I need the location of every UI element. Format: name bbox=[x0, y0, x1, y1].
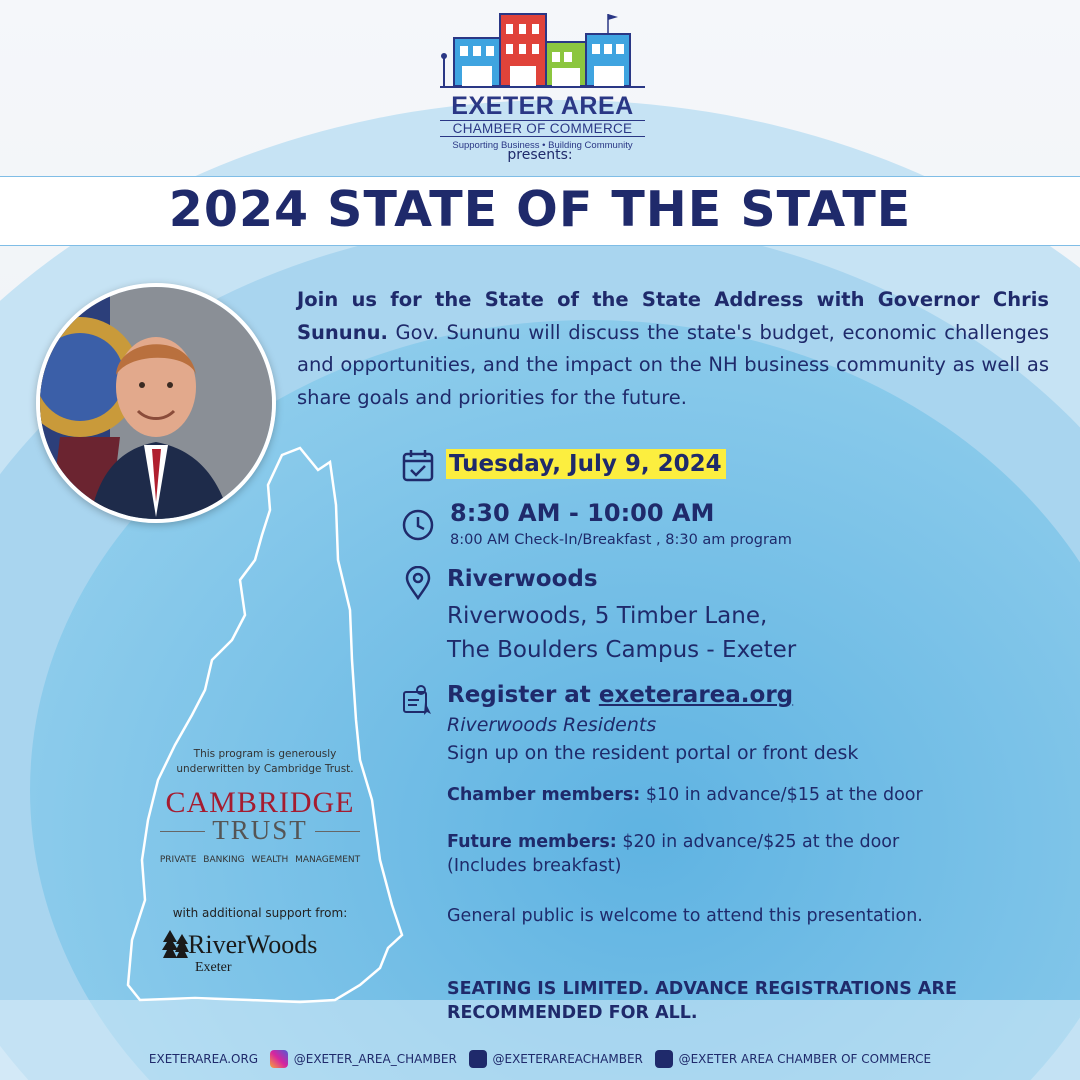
chamber-logo bbox=[440, 8, 645, 158]
additional-support-label: with additional support from: bbox=[172, 906, 348, 920]
event-time: 8:30 AM - 10:00 AM bbox=[450, 499, 715, 527]
future-note: (Includes breakfast) bbox=[447, 856, 622, 876]
intro-body: Gov. Sununu will discuss the state's budget, economic challenges and opportunities, and the impact on the NH business community as well as share goals and priorities for the future. bbox=[297, 320, 1049, 409]
seating-note: SEATING IS LIMITED. ADVANCE REGISTRATIONS ARE RECOMMENDED FOR ALL. bbox=[447, 979, 957, 1023]
chamber-price: $10 in advance/$15 at the door bbox=[640, 785, 923, 805]
footer-bar bbox=[0, 1050, 1080, 1068]
footer-instagram[interactable]: @EXETER_AREA_CHAMBER bbox=[293, 1052, 457, 1066]
event-date: Tuesday, July 9, 2024 bbox=[446, 449, 726, 479]
future-pricing bbox=[447, 832, 899, 852]
sponsor-note-line-1: This program is generously bbox=[193, 748, 337, 760]
facebook-icon[interactable] bbox=[469, 1050, 487, 1068]
chamber-pricing bbox=[447, 785, 923, 805]
residents-label: Riverwoods Residents bbox=[447, 714, 657, 736]
register-line bbox=[447, 682, 793, 708]
general-public-note: General public is welcome to attend this presentation. bbox=[447, 906, 923, 926]
org-name: EXETER AREA bbox=[451, 92, 634, 120]
footer-website[interactable]: EXETERAREA.ORG bbox=[148, 1052, 259, 1066]
map-pin-icon bbox=[401, 566, 435, 600]
org-tagline: Supporting Business • Building Community bbox=[452, 140, 633, 151]
event-title: 2024 STATE OF THE STATE bbox=[168, 181, 912, 238]
register-link[interactable]: exeterarea.org bbox=[598, 682, 794, 708]
clock-icon bbox=[401, 508, 435, 542]
register-icon bbox=[401, 682, 435, 716]
register-prefix: Register at bbox=[447, 682, 599, 708]
intro-paragraph bbox=[297, 284, 1049, 414]
address-line-2: The Boulders Campus - Exeter bbox=[447, 637, 797, 663]
address-line-1: Riverwoods, 5 Timber Lane, bbox=[447, 603, 768, 629]
riverwoods-subtitle: Exeter bbox=[195, 960, 232, 975]
future-price: $20 in advance/$25 at the door bbox=[616, 832, 900, 852]
chamber-label: Chamber members: bbox=[447, 785, 641, 805]
linkedin-icon[interactable] bbox=[655, 1050, 673, 1068]
org-subtitle: CHAMBER OF COMMERCE bbox=[440, 120, 645, 137]
future-label: Future members: bbox=[447, 832, 617, 852]
cambridge-logo-top: CAMBRIDGE bbox=[165, 786, 355, 819]
sponsor-note-line-2: underwritten by Cambridge Trust. bbox=[176, 763, 354, 775]
storefronts-icon bbox=[440, 8, 645, 92]
footer-facebook[interactable]: @EXETERAREACHAMBER bbox=[492, 1052, 643, 1066]
title-banner bbox=[0, 176, 1080, 246]
cambridge-logo-bottom: TRUST bbox=[212, 815, 308, 845]
instagram-icon[interactable] bbox=[270, 1050, 288, 1068]
intro-lead: Join us for the State of the State Address with Governor Chris Sununu. bbox=[297, 288, 1049, 344]
footer-linkedin[interactable]: @EXETER AREA CHAMBER OF COMMERCE bbox=[678, 1052, 932, 1066]
event-time-detail: 8:00 AM Check-In/Breakfast , 8:30 am program bbox=[450, 532, 792, 548]
calendar-check-icon bbox=[401, 448, 435, 482]
cambridge-subtitle: PRIVATE BANKING WEALTH MANAGEMENT bbox=[159, 855, 361, 865]
venue-name: Riverwoods bbox=[447, 566, 598, 592]
sponsor-note bbox=[145, 747, 385, 777]
presents-label: presents: bbox=[507, 147, 573, 163]
tree-icon bbox=[162, 928, 190, 960]
governor-portrait bbox=[36, 283, 276, 523]
riverwoods-logo: RiverWoods bbox=[188, 930, 318, 959]
residents-note: Sign up on the resident portal or front desk bbox=[447, 742, 859, 764]
portrait-illustration bbox=[40, 287, 272, 519]
